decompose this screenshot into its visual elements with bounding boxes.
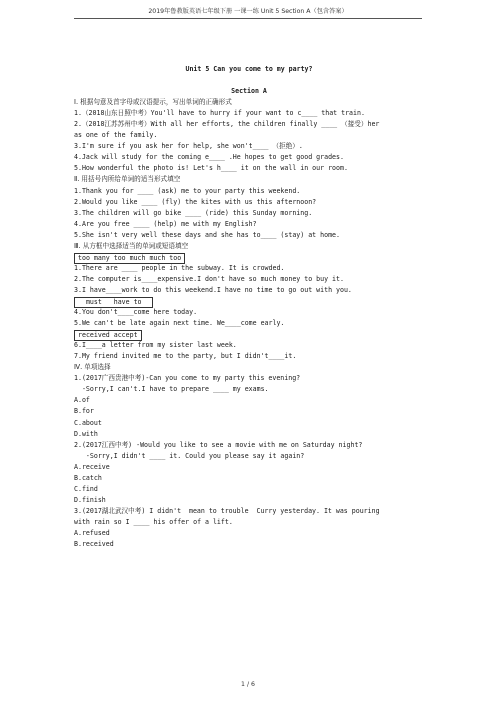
question-line: as one of the family. xyxy=(74,131,158,140)
question-line: 1.Thank you for ____ (ask) me to your party this weekend. xyxy=(74,186,301,195)
answer-option: D.finish xyxy=(74,495,106,504)
spacer xyxy=(74,75,424,86)
doc-subtitle: Section A xyxy=(231,87,267,96)
answer-option: B.catch xyxy=(74,473,102,482)
word-box: too many too much much too xyxy=(74,253,185,264)
word-box: must have to xyxy=(74,297,153,308)
question-line: 1.(2017广西贵港中考)-Can you come to my party this evening? xyxy=(74,374,301,383)
question-line: 2.The computer is____expensive.I don't have so much money to buy it. xyxy=(74,274,344,283)
question-line: 2.（2018江苏苏州中考）With all her efforts, the children finally ____ （接受）her xyxy=(74,120,380,129)
question-line: 4.Jack will study for the coming e____ .He hopes to get good grades. xyxy=(74,153,344,162)
section-heading: Ⅳ. 单项选择 xyxy=(74,363,111,372)
word-box-row xyxy=(74,252,424,263)
section-heading: Ⅱ. 用括号内所给单词的适当形式填空 xyxy=(74,175,181,184)
section-heading: Ⅲ. 从方框中选择适当的单词或短语填空 xyxy=(74,241,189,250)
question-line: 5.She isn't very well these days and she has to____ (stay) at home. xyxy=(74,230,340,239)
question-line: -Sorry,I can't.I have to prepare ____ my exams. xyxy=(74,385,269,394)
question-line: 6.I____a letter from my sister last week. xyxy=(74,341,237,350)
question-line: 3.I have____work to do this weekend.I have no time to go out with you. xyxy=(74,285,352,294)
question-line: 3.(2017湖北武汉中考) I didn't mean to trouble Curry yesterday. It was pouring xyxy=(74,506,380,515)
word-box: received accept xyxy=(74,330,142,341)
answer-option: B.received xyxy=(74,540,114,549)
question-line: 3.I'm sure if you ask her for help, she won't____ （拒绝）. xyxy=(74,142,303,151)
answer-option: B.for xyxy=(74,407,94,416)
question-line: -Sorry,I didn't ____ it. Could you please say it again? xyxy=(74,451,305,460)
page-number: 1 / 6 xyxy=(241,681,255,688)
question-line: 3.The children will go bike ____ (ride) this Sunday morning. xyxy=(74,208,313,217)
header-rule xyxy=(74,18,422,19)
question-line: 5.How wonderful the photo is! Let's h____ it on the wall in our room. xyxy=(74,164,348,173)
answer-option: C.about xyxy=(74,418,102,427)
question-line: with rain so I ____ his offer of a lift. xyxy=(74,517,233,526)
question-line: 5.We can't be late again next time. We____come early. xyxy=(74,319,285,328)
question-line: 4.Are you free ____ (help) me with my English? xyxy=(74,219,257,228)
word-box-row xyxy=(74,296,424,307)
doc-title: Unit 5 Can you come to my party? xyxy=(185,65,313,73)
page-header: 2019年鲁教版英语七年级下册 一课一练 Unit 5 Section A（包含答案） xyxy=(148,8,348,15)
question-line: 7.My friend invited me to the party, but I didn't____it. xyxy=(74,352,297,361)
document-body xyxy=(74,64,424,550)
answer-option: A.of xyxy=(74,396,90,405)
question-line: 1.There are ____ people in the subway. It is crowded. xyxy=(74,263,285,272)
answer-option: A.refused xyxy=(74,528,110,537)
question-line: 2.Would you like ____ (fly) the kites with us this afternoon? xyxy=(74,197,317,206)
answer-option: C.find xyxy=(74,484,98,493)
answer-option: A.receive xyxy=(74,462,110,471)
section-heading: Ⅰ. 根据句意及首字母或汉语提示，写出单词的正确形式 xyxy=(74,98,232,107)
word-box-row xyxy=(74,329,424,340)
answer-option: D.with xyxy=(74,429,98,438)
question-line: 1.（2018山东日照中考）You'll have to hurry if your want to c____ that train. xyxy=(74,109,365,118)
question-line: 4.You don't____come here today. xyxy=(74,308,198,317)
question-line: 2.(2017江西中考) -Would you like to see a movie with me on Saturday night? xyxy=(74,440,363,449)
